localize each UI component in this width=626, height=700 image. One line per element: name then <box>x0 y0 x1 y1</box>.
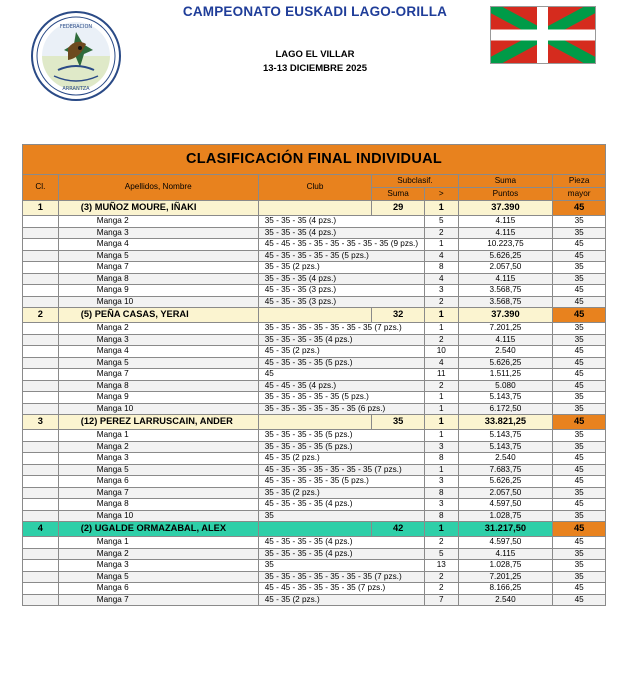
manga-detail: 35 - 35 (2 pzs.) <box>258 262 424 274</box>
manga-detail: 35 - 35 - 35 (4 pzs.) <box>258 216 424 228</box>
angler-name: (5) PEÑA CASAS, YERAI <box>58 308 258 323</box>
manga-suma: 2 <box>424 334 458 346</box>
manga-row <box>23 296 606 308</box>
manga-label: Manga 5 <box>58 571 258 583</box>
angler-position: 4 <box>23 522 59 537</box>
manga-detail: 35 - 35 (2 pzs.) <box>258 487 424 499</box>
angler-gt: 1 <box>424 308 458 323</box>
manga-suma: 8 <box>424 510 458 522</box>
manga-row <box>23 369 606 381</box>
manga-puntos: 4.115 <box>458 334 553 346</box>
manga-puntos: 7.201,25 <box>458 323 553 335</box>
angler-puntos: 33.821,25 <box>458 415 553 430</box>
manga-row <box>23 285 606 297</box>
manga-pieza: 45 <box>553 357 606 369</box>
angler-gt: 1 <box>424 522 458 537</box>
manga-pieza: 35 <box>553 392 606 404</box>
manga-detail: 35 - 35 - 35 - 35 (5 pzs.) <box>258 441 424 453</box>
angler-club <box>258 201 372 216</box>
angler-pieza-mayor: 45 <box>553 415 606 430</box>
manga-label: Manga 9 <box>58 392 258 404</box>
event-date: 13-13 DICIEMBRE 2025 <box>262 63 368 74</box>
table-banner <box>23 145 606 175</box>
manga-row <box>23 357 606 369</box>
manga-spacer <box>23 323 59 335</box>
manga-suma: 3 <box>424 476 458 488</box>
manga-row <box>23 571 606 583</box>
manga-puntos: 5.143,75 <box>458 441 553 453</box>
manga-label: Manga 1 <box>58 537 258 549</box>
manga-spacer <box>23 285 59 297</box>
manga-spacer <box>23 441 59 453</box>
manga-detail: 45 - 35 (2 pzs.) <box>258 346 424 358</box>
manga-pieza: 45 <box>553 594 606 606</box>
manga-pieza: 45 <box>553 476 606 488</box>
manga-spacer <box>23 250 59 262</box>
manga-puntos: 2.057,50 <box>458 262 553 274</box>
results-table <box>22 144 606 606</box>
manga-pieza: 35 <box>553 571 606 583</box>
angler-suma: 35 <box>372 415 425 430</box>
angler-suma: 32 <box>372 308 425 323</box>
manga-detail: 35 - 35 - 35 - 35 - 35 - 35 - 35 (7 pzs.) <box>258 323 424 335</box>
manga-spacer <box>23 571 59 583</box>
manga-spacer <box>23 392 59 404</box>
manga-puntos: 5.626,25 <box>458 250 553 262</box>
angler-row <box>23 522 606 537</box>
manga-label: Manga 9 <box>58 285 258 297</box>
angler-pieza-mayor: 45 <box>553 308 606 323</box>
manga-label: Manga 7 <box>58 262 258 274</box>
angler-row <box>23 415 606 430</box>
angler-name: (2) UGALDE ORMAZABAL, ALEX <box>58 522 258 537</box>
angler-suma: 42 <box>372 522 425 537</box>
angler-pieza-mayor: 45 <box>553 201 606 216</box>
angler-gt: 1 <box>424 415 458 430</box>
angler-puntos: 37.390 <box>458 308 553 323</box>
manga-detail: 35 <box>258 510 424 522</box>
manga-label: Manga 3 <box>58 334 258 346</box>
manga-suma: 4 <box>424 357 458 369</box>
manga-spacer <box>23 380 59 392</box>
manga-row <box>23 346 606 358</box>
manga-suma: 1 <box>424 403 458 415</box>
manga-puntos: 1.028,75 <box>458 510 553 522</box>
manga-suma: 4 <box>424 273 458 285</box>
angler-club <box>258 308 372 323</box>
manga-spacer <box>23 537 59 549</box>
manga-pieza: 35 <box>553 227 606 239</box>
angler-suma: 29 <box>372 201 425 216</box>
manga-suma: 5 <box>424 216 458 228</box>
manga-pieza: 45 <box>553 464 606 476</box>
manga-label: Manga 5 <box>58 464 258 476</box>
manga-label: Manga 5 <box>58 250 258 262</box>
manga-row <box>23 464 606 476</box>
manga-detail: 45 - 35 (2 pzs.) <box>258 453 424 465</box>
manga-suma: 11 <box>424 369 458 381</box>
manga-puntos: 4.115 <box>458 548 553 560</box>
manga-spacer <box>23 403 59 415</box>
manga-spacer <box>23 499 59 511</box>
basque-flag <box>490 6 596 64</box>
manga-spacer <box>23 487 59 499</box>
manga-row <box>23 583 606 595</box>
manga-detail: 45 - 35 - 35 - 35 (5 pzs.) <box>258 357 424 369</box>
manga-label: Manga 6 <box>58 583 258 595</box>
manga-spacer <box>23 583 59 595</box>
manga-label: Manga 10 <box>58 403 258 415</box>
manga-spacer <box>23 453 59 465</box>
manga-label: Manga 8 <box>58 273 258 285</box>
col-pos-header: Cl. <box>23 175 59 201</box>
manga-puntos: 7.201,25 <box>458 571 553 583</box>
manga-spacer <box>23 560 59 572</box>
manga-puntos: 5.080 <box>458 380 553 392</box>
manga-pieza: 35 <box>553 323 606 335</box>
manga-pieza: 45 <box>553 285 606 297</box>
angler-club <box>258 522 372 537</box>
manga-puntos: 5.626,25 <box>458 476 553 488</box>
angler-row <box>23 308 606 323</box>
manga-detail: 45 - 35 - 35 - 35 (4 pzs.) <box>258 537 424 549</box>
manga-pieza: 45 <box>553 499 606 511</box>
angler-gt: 1 <box>424 201 458 216</box>
manga-row <box>23 430 606 442</box>
manga-puntos: 2.540 <box>458 453 553 465</box>
manga-row <box>23 273 606 285</box>
manga-puntos: 4.115 <box>458 227 553 239</box>
manga-suma: 13 <box>424 560 458 572</box>
manga-suma: 4 <box>424 250 458 262</box>
manga-pieza: 35 <box>553 441 606 453</box>
federation-logo <box>28 8 124 104</box>
manga-pieza: 35 <box>553 216 606 228</box>
manga-spacer <box>23 548 59 560</box>
manga-suma: 1 <box>424 464 458 476</box>
manga-detail: 35 - 35 - 35 - 35 (5 pzs.) <box>258 430 424 442</box>
manga-suma: 2 <box>424 227 458 239</box>
manga-pieza: 45 <box>553 239 606 251</box>
manga-label: Manga 2 <box>58 441 258 453</box>
manga-row <box>23 537 606 549</box>
manga-suma: 8 <box>424 453 458 465</box>
manga-spacer <box>23 273 59 285</box>
col-mayor-header: mayor <box>553 188 606 201</box>
manga-suma: 2 <box>424 296 458 308</box>
manga-detail: 35 - 35 - 35 (4 pzs.) <box>258 273 424 285</box>
manga-detail: 35 - 35 - 35 - 35 (4 pzs.) <box>258 334 424 346</box>
manga-suma: 3 <box>424 441 458 453</box>
manga-suma: 2 <box>424 571 458 583</box>
manga-suma: 2 <box>424 537 458 549</box>
manga-label: Manga 1 <box>58 430 258 442</box>
manga-pieza: 45 <box>553 369 606 381</box>
manga-puntos: 2.540 <box>458 346 553 358</box>
manga-suma: 7 <box>424 594 458 606</box>
manga-spacer <box>23 239 59 251</box>
manga-label: Manga 4 <box>58 239 258 251</box>
angler-puntos: 37.390 <box>458 201 553 216</box>
manga-row <box>23 216 606 228</box>
manga-row <box>23 594 606 606</box>
col-suma-header: Suma <box>372 188 425 201</box>
manga-pieza: 35 <box>553 262 606 274</box>
manga-label: Manga 7 <box>58 487 258 499</box>
results-table-wrapper <box>22 144 606 606</box>
manga-pieza: 45 <box>553 453 606 465</box>
manga-pieza: 35 <box>553 560 606 572</box>
manga-row <box>23 453 606 465</box>
manga-detail: 45 <box>258 369 424 381</box>
page-title: CAMPEONATO EUSKADI LAGO-ORILLA <box>182 4 448 19</box>
title-block <box>150 4 480 74</box>
manga-pieza: 45 <box>553 380 606 392</box>
angler-club <box>258 415 372 430</box>
manga-detail: 35 - 35 - 35 - 35 - 35 (5 pzs.) <box>258 392 424 404</box>
manga-label: Manga 7 <box>58 594 258 606</box>
manga-pieza: 35 <box>553 548 606 560</box>
manga-row <box>23 380 606 392</box>
manga-suma: 5 <box>424 548 458 560</box>
svg-text:ARRANTZA: ARRANTZA <box>62 86 90 92</box>
manga-suma: 2 <box>424 583 458 595</box>
manga-spacer <box>23 357 59 369</box>
manga-suma: 1 <box>424 323 458 335</box>
manga-row <box>23 392 606 404</box>
group-suma-header: Suma <box>458 175 553 188</box>
manga-row <box>23 441 606 453</box>
manga-detail: 45 - 45 - 35 (4 pzs.) <box>258 380 424 392</box>
col-club-header: Club <box>258 175 372 201</box>
angler-pieza-mayor: 45 <box>553 522 606 537</box>
manga-label: Manga 6 <box>58 476 258 488</box>
manga-puntos: 2.540 <box>458 594 553 606</box>
manga-puntos: 4.597,50 <box>458 499 553 511</box>
manga-detail: 45 - 45 - 35 - 35 - 35 - 35 (7 pzs.) <box>258 583 424 595</box>
group-pieza-header: Pieza <box>553 175 606 188</box>
manga-spacer <box>23 464 59 476</box>
manga-pieza: 45 <box>553 250 606 262</box>
manga-suma: 8 <box>424 262 458 274</box>
manga-pieza: 45 <box>553 537 606 549</box>
manga-suma: 1 <box>424 392 458 404</box>
manga-row <box>23 403 606 415</box>
manga-row <box>23 476 606 488</box>
manga-label: Manga 2 <box>58 216 258 228</box>
manga-row <box>23 262 606 274</box>
manga-suma: 3 <box>424 285 458 297</box>
manga-pieza: 35 <box>553 510 606 522</box>
manga-suma: 1 <box>424 239 458 251</box>
manga-spacer <box>23 216 59 228</box>
banner-label: CLASIFICACIÓN FINAL INDIVIDUAL <box>23 145 606 175</box>
manga-pieza: 35 <box>553 334 606 346</box>
manga-spacer <box>23 594 59 606</box>
manga-detail: 45 - 35 - 35 - 35 - 35 (5 pzs.) <box>258 476 424 488</box>
manga-puntos: 5.626,25 <box>458 357 553 369</box>
angler-position: 3 <box>23 415 59 430</box>
manga-spacer <box>23 369 59 381</box>
manga-detail: 45 - 45 - 35 - 35 - 35 - 35 - 35 - 35 (9 pzs.) <box>258 239 424 251</box>
manga-label: Manga 8 <box>58 380 258 392</box>
manga-spacer <box>23 334 59 346</box>
manga-suma: 1 <box>424 430 458 442</box>
manga-detail: 45 - 35 - 35 - 35 (4 pzs.) <box>258 499 424 511</box>
venue-name: LAGO EL VILLAR <box>275 49 355 60</box>
col-name-header: Apellidos, Nombre <box>58 175 258 201</box>
manga-spacer <box>23 476 59 488</box>
manga-row <box>23 250 606 262</box>
manga-spacer <box>23 346 59 358</box>
manga-label: Manga 2 <box>58 548 258 560</box>
manga-puntos: 4.597,50 <box>458 537 553 549</box>
manga-label: Manga 3 <box>58 453 258 465</box>
manga-puntos: 10.223,75 <box>458 239 553 251</box>
angler-name: (3) MUÑOZ MOURE, IÑAKI <box>58 201 258 216</box>
manga-puntos: 5.143,75 <box>458 430 553 442</box>
manga-spacer <box>23 227 59 239</box>
manga-pieza: 45 <box>553 346 606 358</box>
manga-detail: 35 <box>258 560 424 572</box>
manga-puntos: 6.172,50 <box>458 403 553 415</box>
manga-label: Manga 8 <box>58 499 258 511</box>
manga-puntos: 4.115 <box>458 216 553 228</box>
manga-pieza: 45 <box>553 583 606 595</box>
manga-puntos: 3.568,75 <box>458 296 553 308</box>
manga-suma: 8 <box>424 487 458 499</box>
col-gt-header: > <box>424 188 458 201</box>
manga-row <box>23 239 606 251</box>
manga-detail: 35 - 35 - 35 - 35 (4 pzs.) <box>258 548 424 560</box>
manga-label: Manga 10 <box>58 510 258 522</box>
manga-row <box>23 227 606 239</box>
manga-pieza: 35 <box>553 487 606 499</box>
manga-label: Manga 7 <box>58 369 258 381</box>
document-header <box>0 0 626 128</box>
manga-row <box>23 323 606 335</box>
manga-puntos: 1.028,75 <box>458 560 553 572</box>
manga-puntos: 4.115 <box>458 273 553 285</box>
manga-puntos: 5.143,75 <box>458 392 553 404</box>
manga-pieza: 35 <box>553 430 606 442</box>
angler-name: (12) PEREZ LARRUSCAIN, ANDER <box>58 415 258 430</box>
manga-suma: 3 <box>424 499 458 511</box>
manga-puntos: 8.166,25 <box>458 583 553 595</box>
manga-pieza: 35 <box>553 273 606 285</box>
manga-puntos: 3.568,75 <box>458 285 553 297</box>
manga-suma: 10 <box>424 346 458 358</box>
manga-row <box>23 560 606 572</box>
manga-spacer <box>23 430 59 442</box>
manga-row <box>23 334 606 346</box>
manga-row <box>23 510 606 522</box>
manga-label: Manga 3 <box>58 227 258 239</box>
manga-detail: 35 - 35 - 35 - 35 - 35 - 35 (6 pzs.) <box>258 403 424 415</box>
manga-suma: 2 <box>424 380 458 392</box>
angler-puntos: 31.217,50 <box>458 522 553 537</box>
manga-detail: 35 - 35 - 35 (4 pzs.) <box>258 227 424 239</box>
manga-detail: 35 - 35 - 35 - 35 - 35 - 35 - 35 (7 pzs.) <box>258 571 424 583</box>
manga-detail: 45 - 35 - 35 - 35 - 35 (5 pzs.) <box>258 250 424 262</box>
manga-label: Manga 5 <box>58 357 258 369</box>
manga-row <box>23 499 606 511</box>
manga-label: Manga 4 <box>58 346 258 358</box>
manga-pieza: 35 <box>553 403 606 415</box>
manga-puntos: 2.057,50 <box>458 487 553 499</box>
manga-puntos: 7.683,75 <box>458 464 553 476</box>
manga-puntos: 1.511,25 <box>458 369 553 381</box>
angler-row <box>23 201 606 216</box>
manga-row <box>23 487 606 499</box>
group-subclasif-header: Subclasif. <box>372 175 458 188</box>
manga-label: Manga 10 <box>58 296 258 308</box>
table-group-header <box>23 175 606 188</box>
svg-text:FEDERACION: FEDERACION <box>59 24 93 30</box>
col-puntos-header: Puntos <box>458 188 553 201</box>
manga-pieza: 45 <box>553 296 606 308</box>
manga-detail: 45 - 35 - 35 - 35 - 35 - 35 - 35 (7 pzs.) <box>258 464 424 476</box>
manga-label: Manga 3 <box>58 560 258 572</box>
manga-spacer <box>23 262 59 274</box>
angler-position: 1 <box>23 201 59 216</box>
manga-spacer <box>23 510 59 522</box>
manga-spacer <box>23 296 59 308</box>
manga-detail: 45 - 35 (2 pzs.) <box>258 594 424 606</box>
angler-position: 2 <box>23 308 59 323</box>
manga-detail: 45 - 35 - 35 (3 pzs.) <box>258 285 424 297</box>
manga-detail: 45 - 35 - 35 (3 pzs.) <box>258 296 424 308</box>
manga-row <box>23 548 606 560</box>
manga-label: Manga 2 <box>58 323 258 335</box>
